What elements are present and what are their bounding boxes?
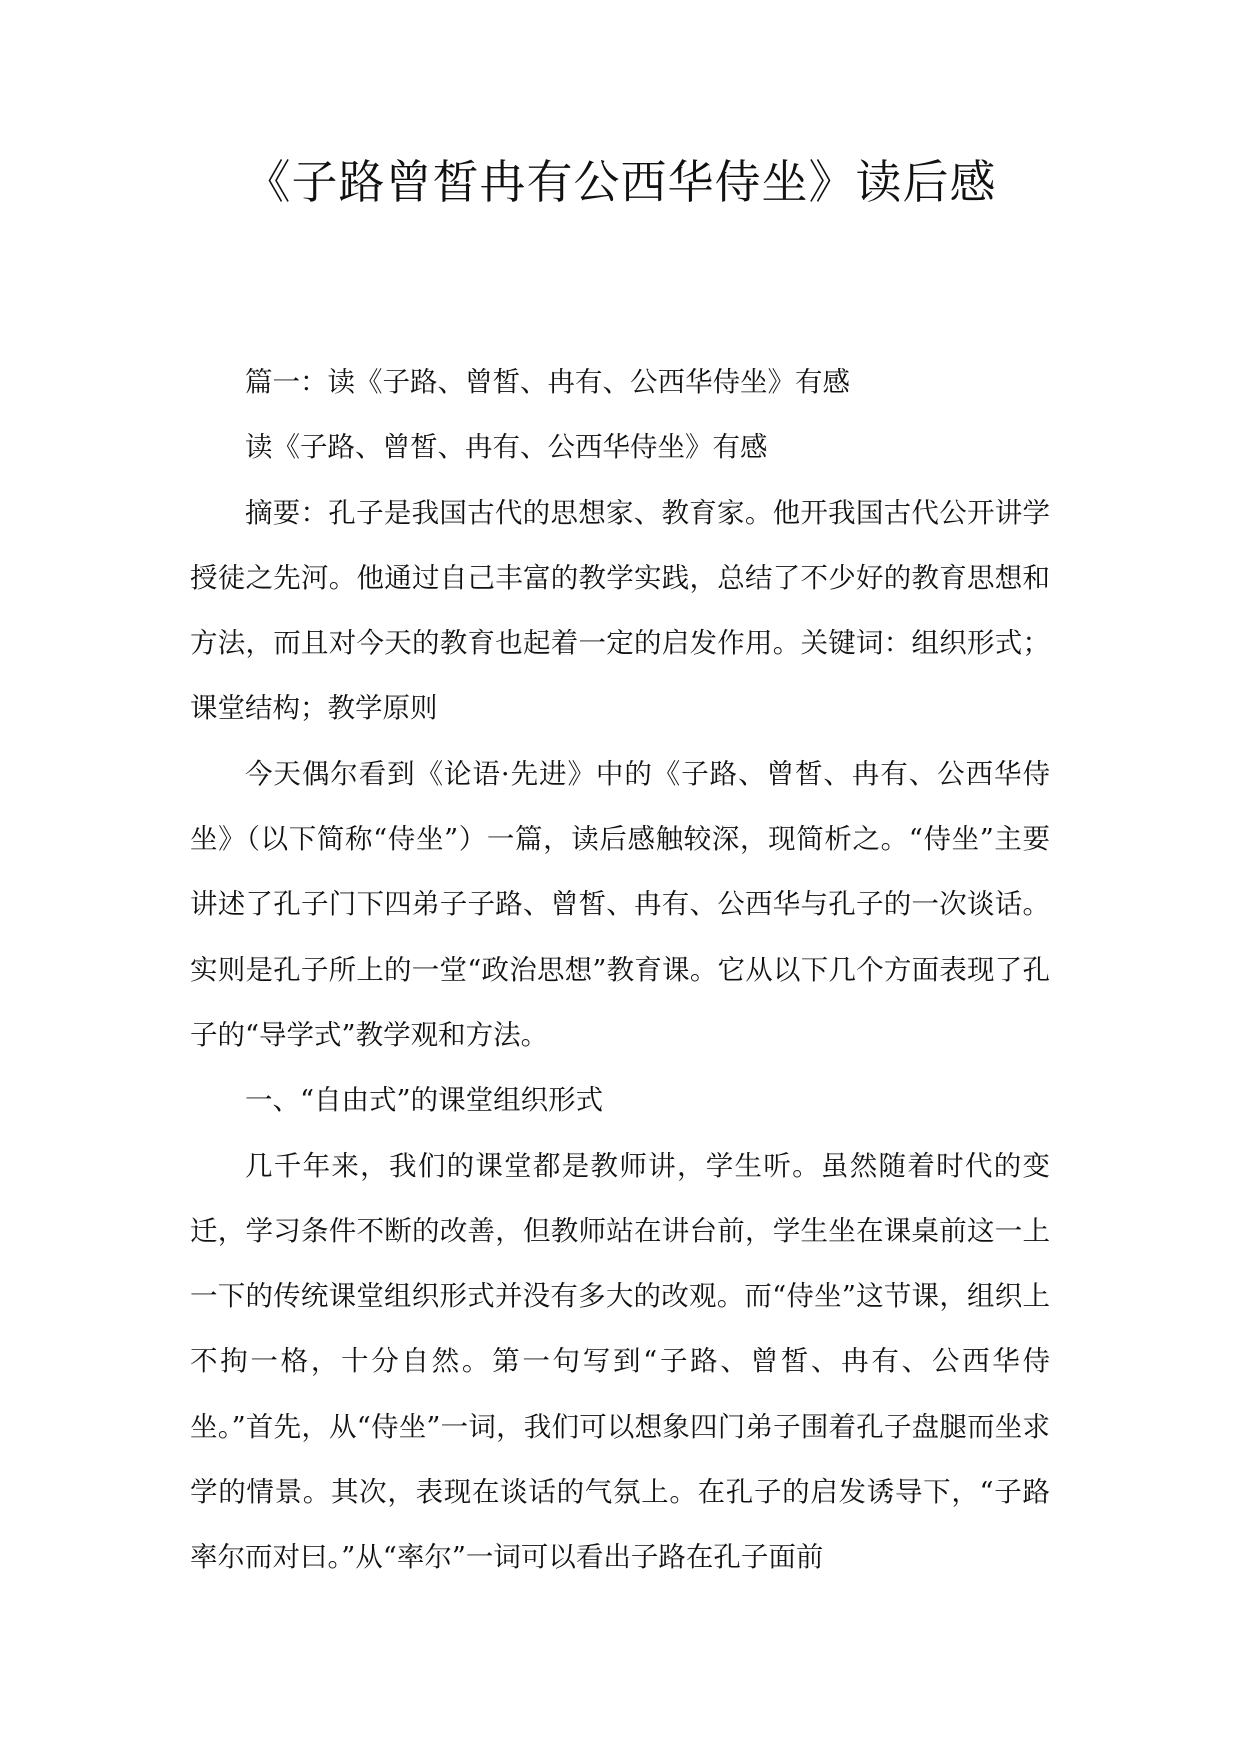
document-title: 《子路曾皙冉有公西华侍坐》读后感 — [244, 155, 997, 209]
paragraph-body: 几千年来，我们的课堂都是教师讲，学生听。虽然随着时代的变迁，学习条件不断的改善，但教师站在讲台前，学生坐在课桌前这一上一下的传统课堂组织形式并没有多大的改观。而“侍坐”这节课，组织上不拘一格，十分自然。第一句写到“子路、曾皙、冉有、公西华侍坐。”首先，从“侍坐”一词，我们可以想象四门弟子围着孔子盘腿而坐求学的情景。其次，表现在谈话的气氛上。在孔子的启发诱导下，“子路率尔而对曰。”从“率尔”一词可以看出子路在孔子面前 — [190, 1149, 1050, 1574]
paragraph-abstract: 摘要：孔子是我国古代的思想家、教育家。他开我国古代公开讲学授徒之先河。他通过自己丰富的教学实践，总结了不少好的教育思想和方法，而且对今天的教育也起着一定的启发作用。关键词：组织形式；课堂结构；教学原则 — [190, 496, 1050, 725]
paragraph-subtitle: 读《子路、曾皙、冉有、公西华侍坐》有感 — [245, 431, 768, 464]
document-body — [190, 350, 1050, 1591]
paragraph-introduction: 今天偶尔看到《论语·先进》中的《子路、曾皙、冉有、公西华侍坐》（以下简称“侍坐”）一篇，读后感触较深，现简析之。“侍坐”主要讲述了孔子门下四弟子子路、曾皙、冉有、公西华与孔子的一次谈话。实则是孔子所上的一堂“政治思想”教育课。它从以下几个方面表现了孔子的“导学式”教学观和方法。 — [190, 757, 1050, 1051]
paragraph-heading-one: 一、“自由式”的课堂组织形式 — [245, 1084, 604, 1117]
paragraph-section-heading: 篇一：读《子路、曾皙、冉有、公西华侍坐》有感 — [245, 366, 850, 398]
